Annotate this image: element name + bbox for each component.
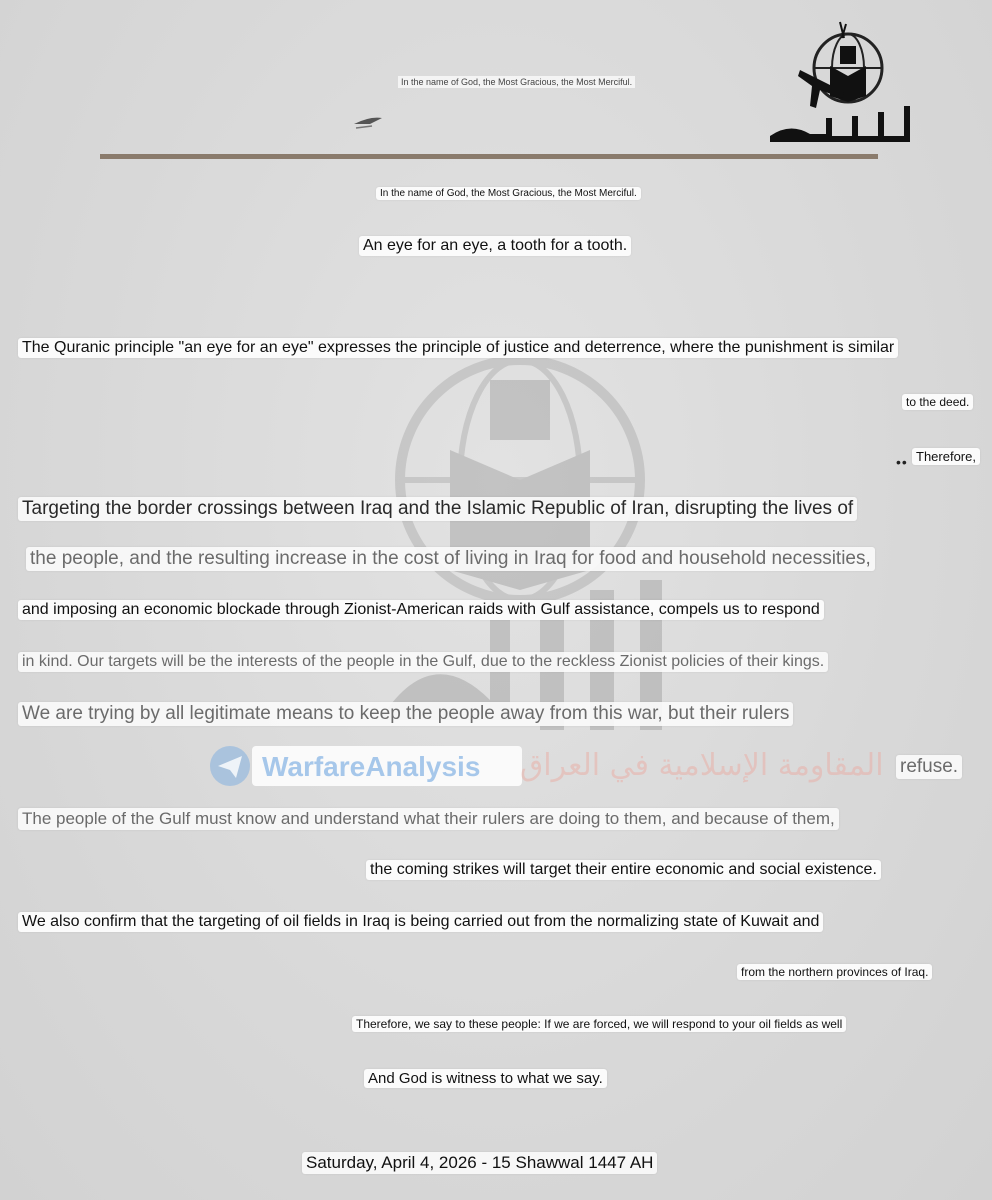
body-basmala: In the name of God, the Most Gracious, the Most Merciful. <box>376 187 641 200</box>
paragraph-5-line-2: from the northern provinces of Iraq. <box>737 964 932 980</box>
logo-emblem-icon <box>770 18 910 148</box>
svg-text:WarfareAnalysis: WarfareAnalysis <box>262 751 481 782</box>
paragraph-2-line-3: and imposing an economic blockade through Zionist-American raids with Gulf assistance, compels us to respond <box>18 600 824 620</box>
statement-date: Saturday, April 4, 2026 - 15 Shawwal 1447 AH <box>302 1152 657 1174</box>
paragraph-5-line-1: We also confirm that the targeting of oil fields in Iraq is being carried out from the normalizing state of Kuwait and <box>18 912 823 932</box>
paragraph-2-line-2: the people, and the resulting increase in the cost of living in Iraq for food and household necessities, <box>26 547 875 571</box>
svg-text:أصحاب الكهف: أصحاب الكهف <box>840 146 846 147</box>
watermark-emblem-icon <box>340 340 700 740</box>
paragraph-4-line-2: the coming strikes will target their entire economic and social existence. <box>366 860 881 880</box>
header-basmala: In the name of God, the Most Gracious, the Most Merciful. <box>398 76 635 88</box>
closing-line: And God is witness to what we say. <box>364 1069 607 1088</box>
watermark-arabic-text: المقاومة الإسلامية في العراق <box>520 748 884 783</box>
paragraph-3-line-2: refuse. <box>896 755 962 779</box>
paragraph-1-line-2: to the deed. <box>902 394 973 410</box>
paragraph-4-line-1: The people of the Gulf must know and understand what their rulers are doing to them, and because of them, <box>18 808 839 830</box>
therefore-label: Therefore, <box>912 448 980 465</box>
paragraph-6: Therefore, we say to these people: If we are forced, we will respond to your oil fields as well <box>352 1016 846 1032</box>
ellipsis-dots: •• <box>896 454 908 470</box>
watermark-brand-logo <box>206 740 526 790</box>
paragraph-1-line-1: The Quranic principle "an eye for an eye" expresses the principle of justice and deterrence, where the punishment is similar <box>18 338 898 358</box>
header-divider <box>100 154 878 159</box>
paragraph-3-line-1: We are trying by all legitimate means to keep the people away from this war, but their rulers <box>18 702 793 726</box>
quill-icon <box>352 112 392 134</box>
paragraph-2-line-4: in kind. Our targets will be the interests of the people in the Gulf, due to the reckless Zionist policies of their kings. <box>18 652 828 672</box>
statement-title: An eye for an eye, a tooth for a tooth. <box>359 236 631 256</box>
paragraph-2-line-1: Targeting the border crossings between Iraq and the Islamic Republic of Iran, disrupting the lives of <box>18 497 857 521</box>
